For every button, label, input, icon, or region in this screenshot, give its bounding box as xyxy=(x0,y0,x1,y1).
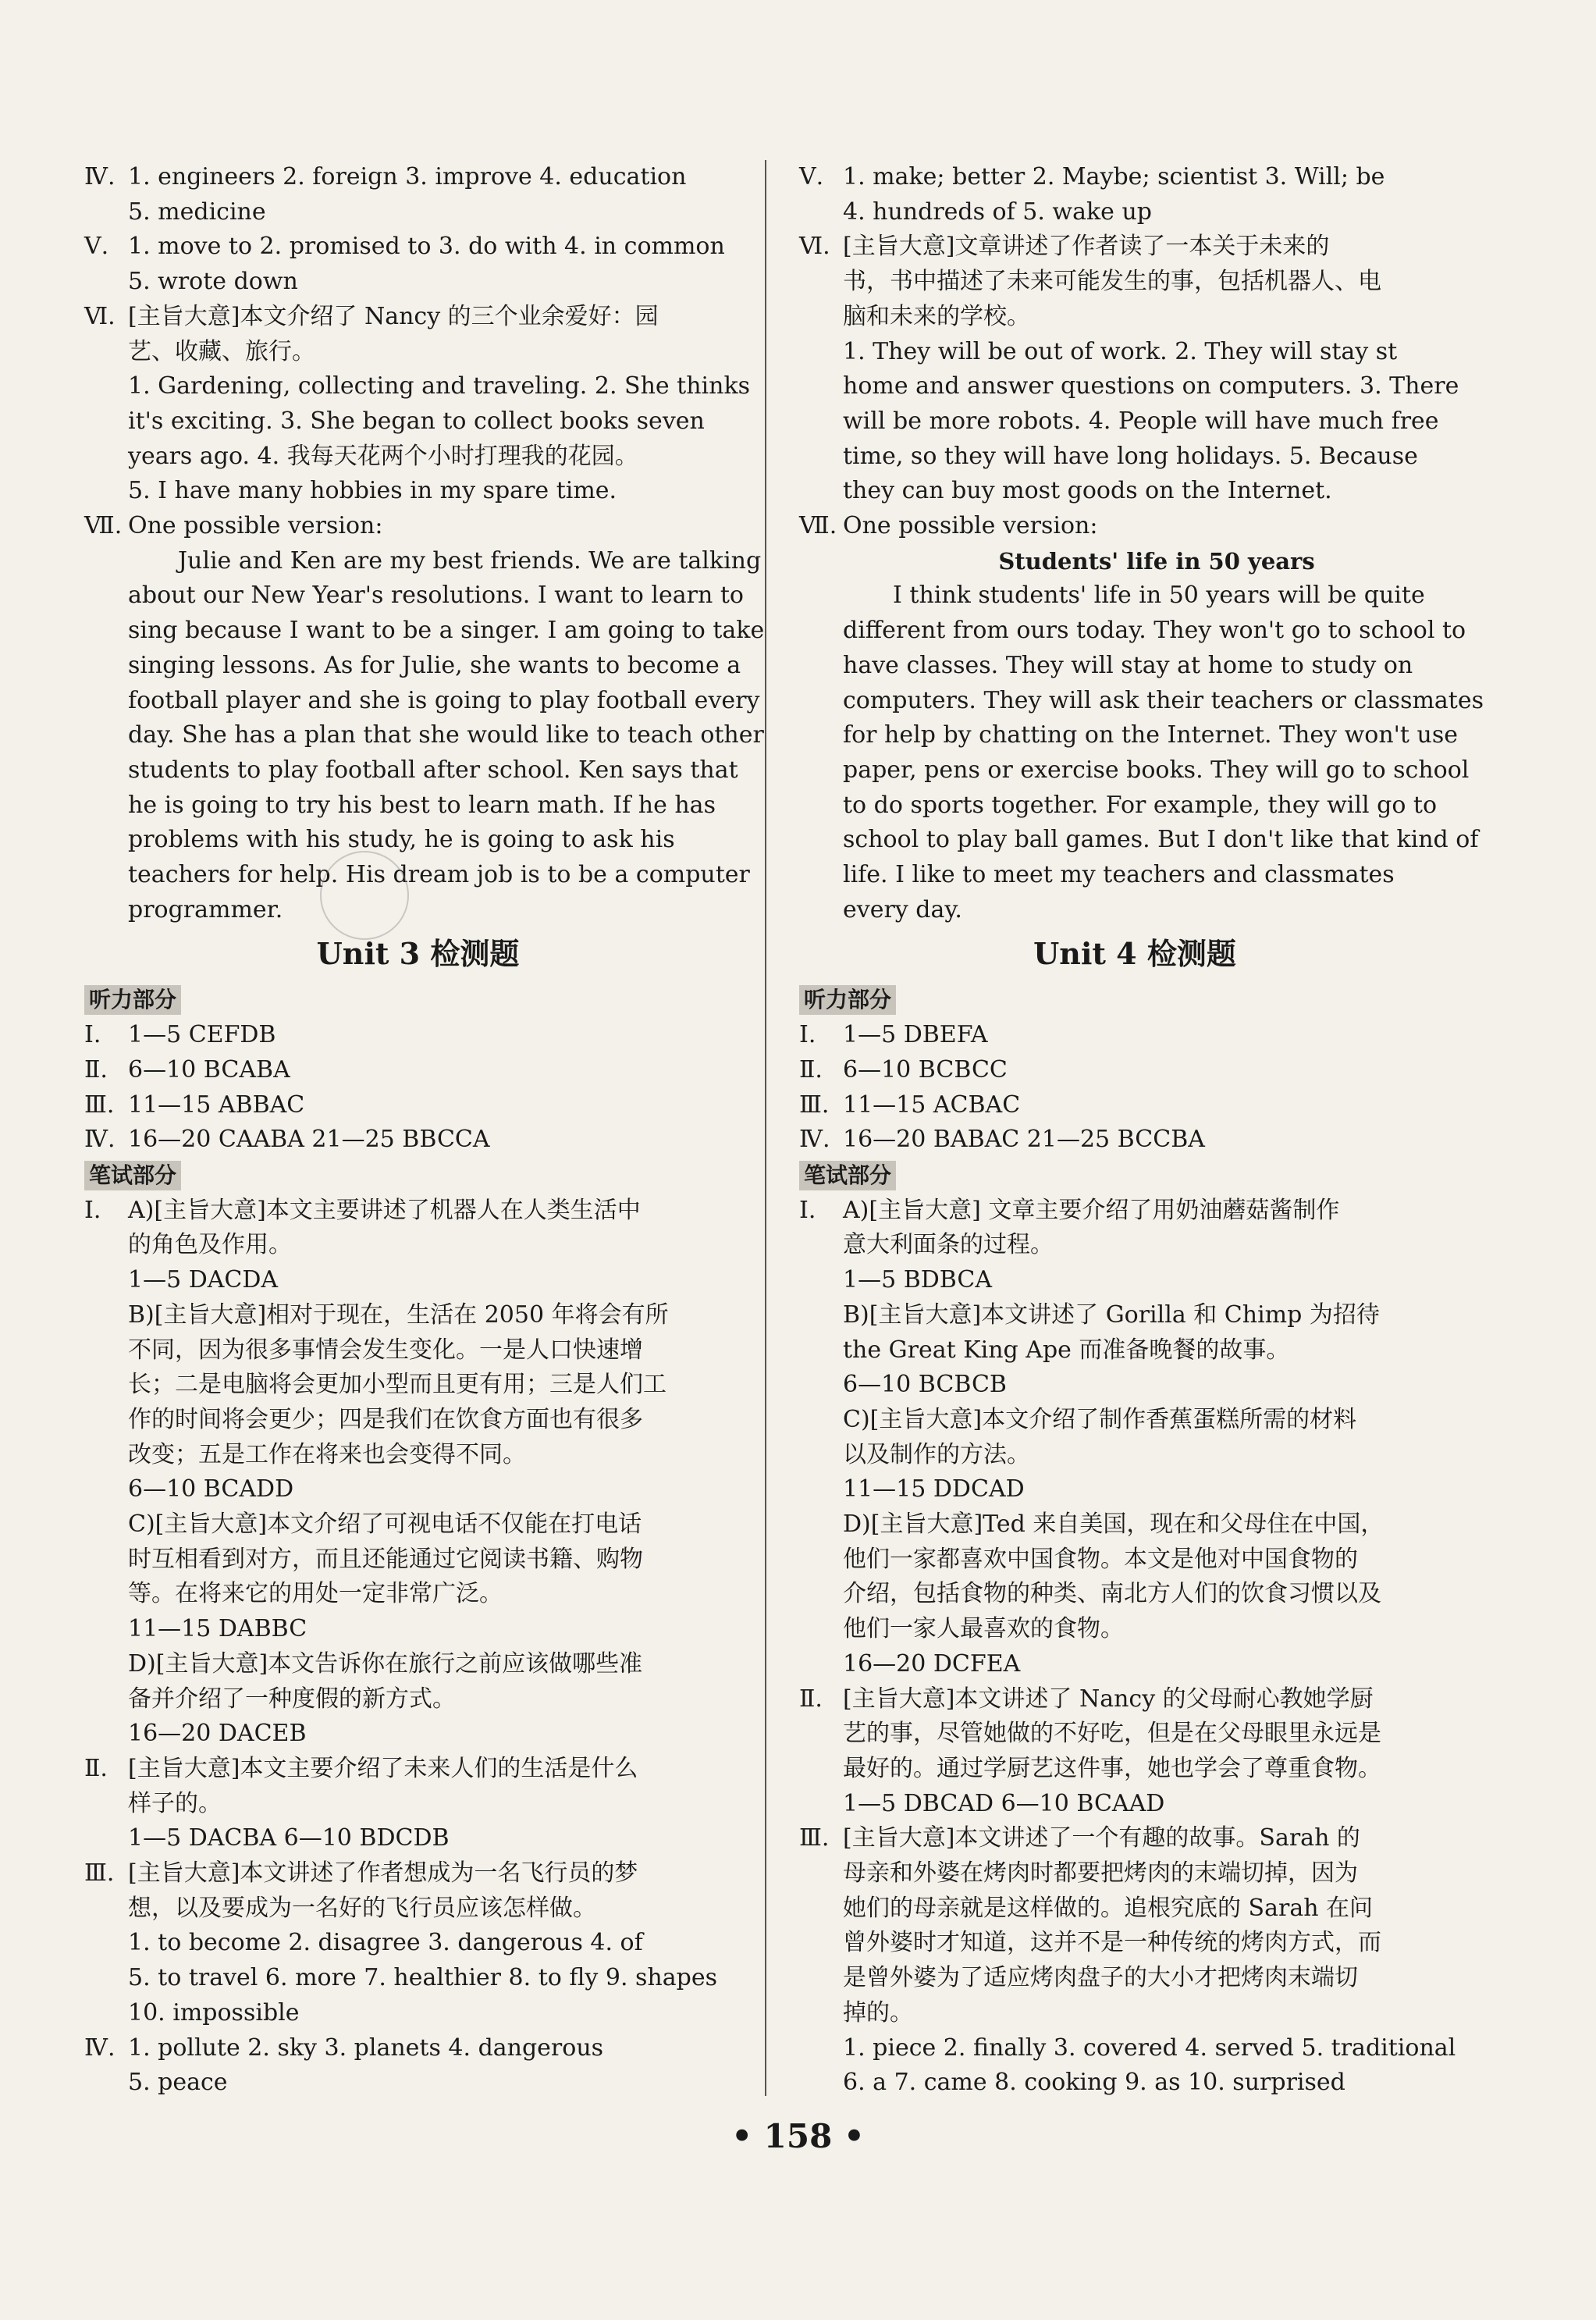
listening-section-label: 听力部分 xyxy=(84,985,181,1015)
listening-row: Ⅳ. 16—20 BABAC 21—25 BCCBA xyxy=(799,1126,1205,1154)
unit-4-title: Unit 4 检测题 xyxy=(1033,936,1236,972)
section-vii-a: Ⅶ. One possible version: Julie and Ken are my best friends. We are talking about our New Year's resolutions. I want to learn to sing because I want to be a singer. I am going to take singing lessons. As for Julie, she wants to become a football player and she is going to play football every day. She has a plan that she would like to teach other students to play football after school. Ken says that he is going to try his best to learn math. If he has problems with his study, he is going to ask his teachers for help. His dream job is to be a computer programmer. xyxy=(84,512,765,923)
listening-row: Ⅳ. 16—20 CAABA 21—25 BBCCA xyxy=(84,1126,490,1154)
unit-3-written-iii: Ⅲ. [主旨大意]本文讲述了作者想成为一名飞行员的梦 想，以及要成为一名好的飞行员应该怎样做。 1. to become 2. disagree 3. dangerous 4. of 5. to travel 6. more 7. healthier 8. to fly 9. shapes 10. impossible xyxy=(84,1859,717,2026)
watermark-stamp xyxy=(320,851,409,940)
section-vii-b: Ⅶ. One possible version: Students' life in 50 years I think students' life in 50 years will be quite different from ours today. They won't go to school to have classes. They will stay at home to study on computers. They will ask their teachers or classmates for help by chatting on the Internet. They won't use paper, pens or exercise books. They will go to school to do sports together. For example, they will go to school to play ball games. But I don't like that kind of life. I like to meet my teachers and classmates every day. xyxy=(799,512,1484,923)
column-divider xyxy=(765,160,766,2096)
listening-section-label: 听力部分 xyxy=(799,985,896,1015)
listening-row: Ⅱ. 6—10 BCBCC xyxy=(799,1055,1008,1083)
listening-row: Ⅰ. 1—5 CEFDB xyxy=(84,1021,276,1049)
unit-3-written-iv: Ⅳ. 1. pollute 2. sky 3. planets 4. dangerous 5. peace xyxy=(84,2034,604,2097)
listening-row: Ⅱ. 6—10 BCABA xyxy=(84,1055,290,1083)
listening-row: Ⅰ. 1—5 DBEFA xyxy=(799,1021,988,1049)
section-vi-a: Ⅵ. [主旨大意]本文介绍了 Nancy 的三个业余爱好：园 艺、收藏、旅行。 1. Gardening, collecting and traveling. 2. She thinks it's exciting. 3. She began to collect books seven years ago. 4. 我每天花两个小时打理我的花园。 5. I have many hobbies in my spare time. xyxy=(84,302,751,505)
unit-3-title: Unit 3 检测题 xyxy=(316,936,520,972)
unit-4-listening xyxy=(799,1018,1470,1158)
unit-4-written-i: Ⅰ. A)[主旨大意] 文章主要介绍了用奶油蘑菇酱制作 意大利面条的过程。 1—5 BDBCA B)[主旨大意]本文讲述了 Gorilla 和 Chimp 为招待 the Great King Ape 而准备晚餐的故事。 6—10 BCBCB C)[主旨大意]本文介绍了制作香蕉蛋糕所需的材料 以及制作的方法。 11—15 DDCAD D)[主旨大意]Ted 来自美国，现在和父母住在中国， 他们一家都喜欢中国食物。本文是他对中国食物的 介绍，包括食物的种类、南北方人们的饮食习惯以及 他们一家人最喜欢的食物。 16—20 DCFEA xyxy=(799,1196,1385,1678)
unit-3-listening xyxy=(84,1018,752,1158)
essay-title: Students' life in 50 years xyxy=(998,547,1315,575)
left-column xyxy=(84,160,765,2101)
section-vi-b: Ⅵ. [主旨大意]文章讲述了作者读了一本关于未来的 书，书中描述了未来可能发生的事，包括机器人、电 脑和未来的学校。 1. They will be out of work. 2. They will stay st home and answer questions on computers. 3. There will be more robots. 4. People will have much free time, so they will have long holidays. 5. Because they can buy most goods on the Internet. xyxy=(799,233,1459,505)
listening-row: Ⅲ. 11—15 ABBAC xyxy=(84,1091,305,1119)
listening-row: Ⅲ. 11—15 ACBAC xyxy=(799,1091,1021,1119)
right-column xyxy=(799,160,1484,2101)
written-section-label: 笔试部分 xyxy=(84,1161,181,1190)
unit-4-written-ii: Ⅱ. [主旨大意]本文讲述了 Nancy 的父母耐心教她学厨 艺的事，尽管她做的不好吃，但是在父母眼里永远是 最好的。通过学厨艺这件事，她也学会了尊重食物。 1—5 DBCAD 6—10 BCAAD xyxy=(799,1685,1381,1817)
unit-4-written-iii: Ⅲ. [主旨大意]本文讲述了一个有趣的故事。Sarah 的 母亲和外婆在烤肉时都要把烤肉的末端切掉，因为 她们的母亲就是这样做的。追根究底的 Sarah 在问 曾外婆时才知道，这并不是一种传统的烤肉方式，而 是曾外婆为了适应烤肉盘子的大小才把烤肉末端切 掉的。 1. piece 2. finally 3. covered 4. served 5. traditional 6. a 7. came 8. cooking 9. as 10. surprised xyxy=(799,1824,1456,2097)
section-v-a: Ⅴ. 1. move to 2. promised to 3. do with 4. in common 5. wrote down xyxy=(84,233,725,296)
written-section-label: 笔试部分 xyxy=(799,1161,896,1190)
unit-3-written-i: Ⅰ. A)[主旨大意]本文主要讲述了机器人在人类生活中 的角色及作用。 1—5 DACDA B)[主旨大意]相对于现在，生活在 2050 年将会有所 不同，因为很多事情会发生变化。一是人口快速增 长；二是电脑将会更加小型而且更有用；三是人们工 作的时间将会更少；四是我们在饮食方面也有很多 改变；五是工作在将来也会变得不同。 6—10 BCADD C)[主旨大意]本文介绍了可视电话不仅能在打电话 时互相看到对方，而且还能通过它阅读书籍、购物 等。在将来它的用处一定非常广泛。 11—15 DABBC D)[主旨大意]本文告诉你在旅行之前应该做哪些准 备并介绍了一种度假的新方式。 16—20 DACEB xyxy=(84,1196,669,1748)
section-v-b: Ⅴ. 1. make; better 2. Maybe; scientist 3. Will; be 4. hundreds of 5. wake up xyxy=(799,163,1385,226)
section-iv-a: Ⅳ. 1. engineers 2. foreign 3. improve 4. education 5. medicine xyxy=(84,163,687,226)
unit-3-written-ii: Ⅱ. [主旨大意]本文主要介绍了未来人们的生活是什么 样子的。 1—5 DACBA 6—10 BDCDB xyxy=(84,1754,638,1852)
page-number: • 158 • xyxy=(731,2117,865,2155)
